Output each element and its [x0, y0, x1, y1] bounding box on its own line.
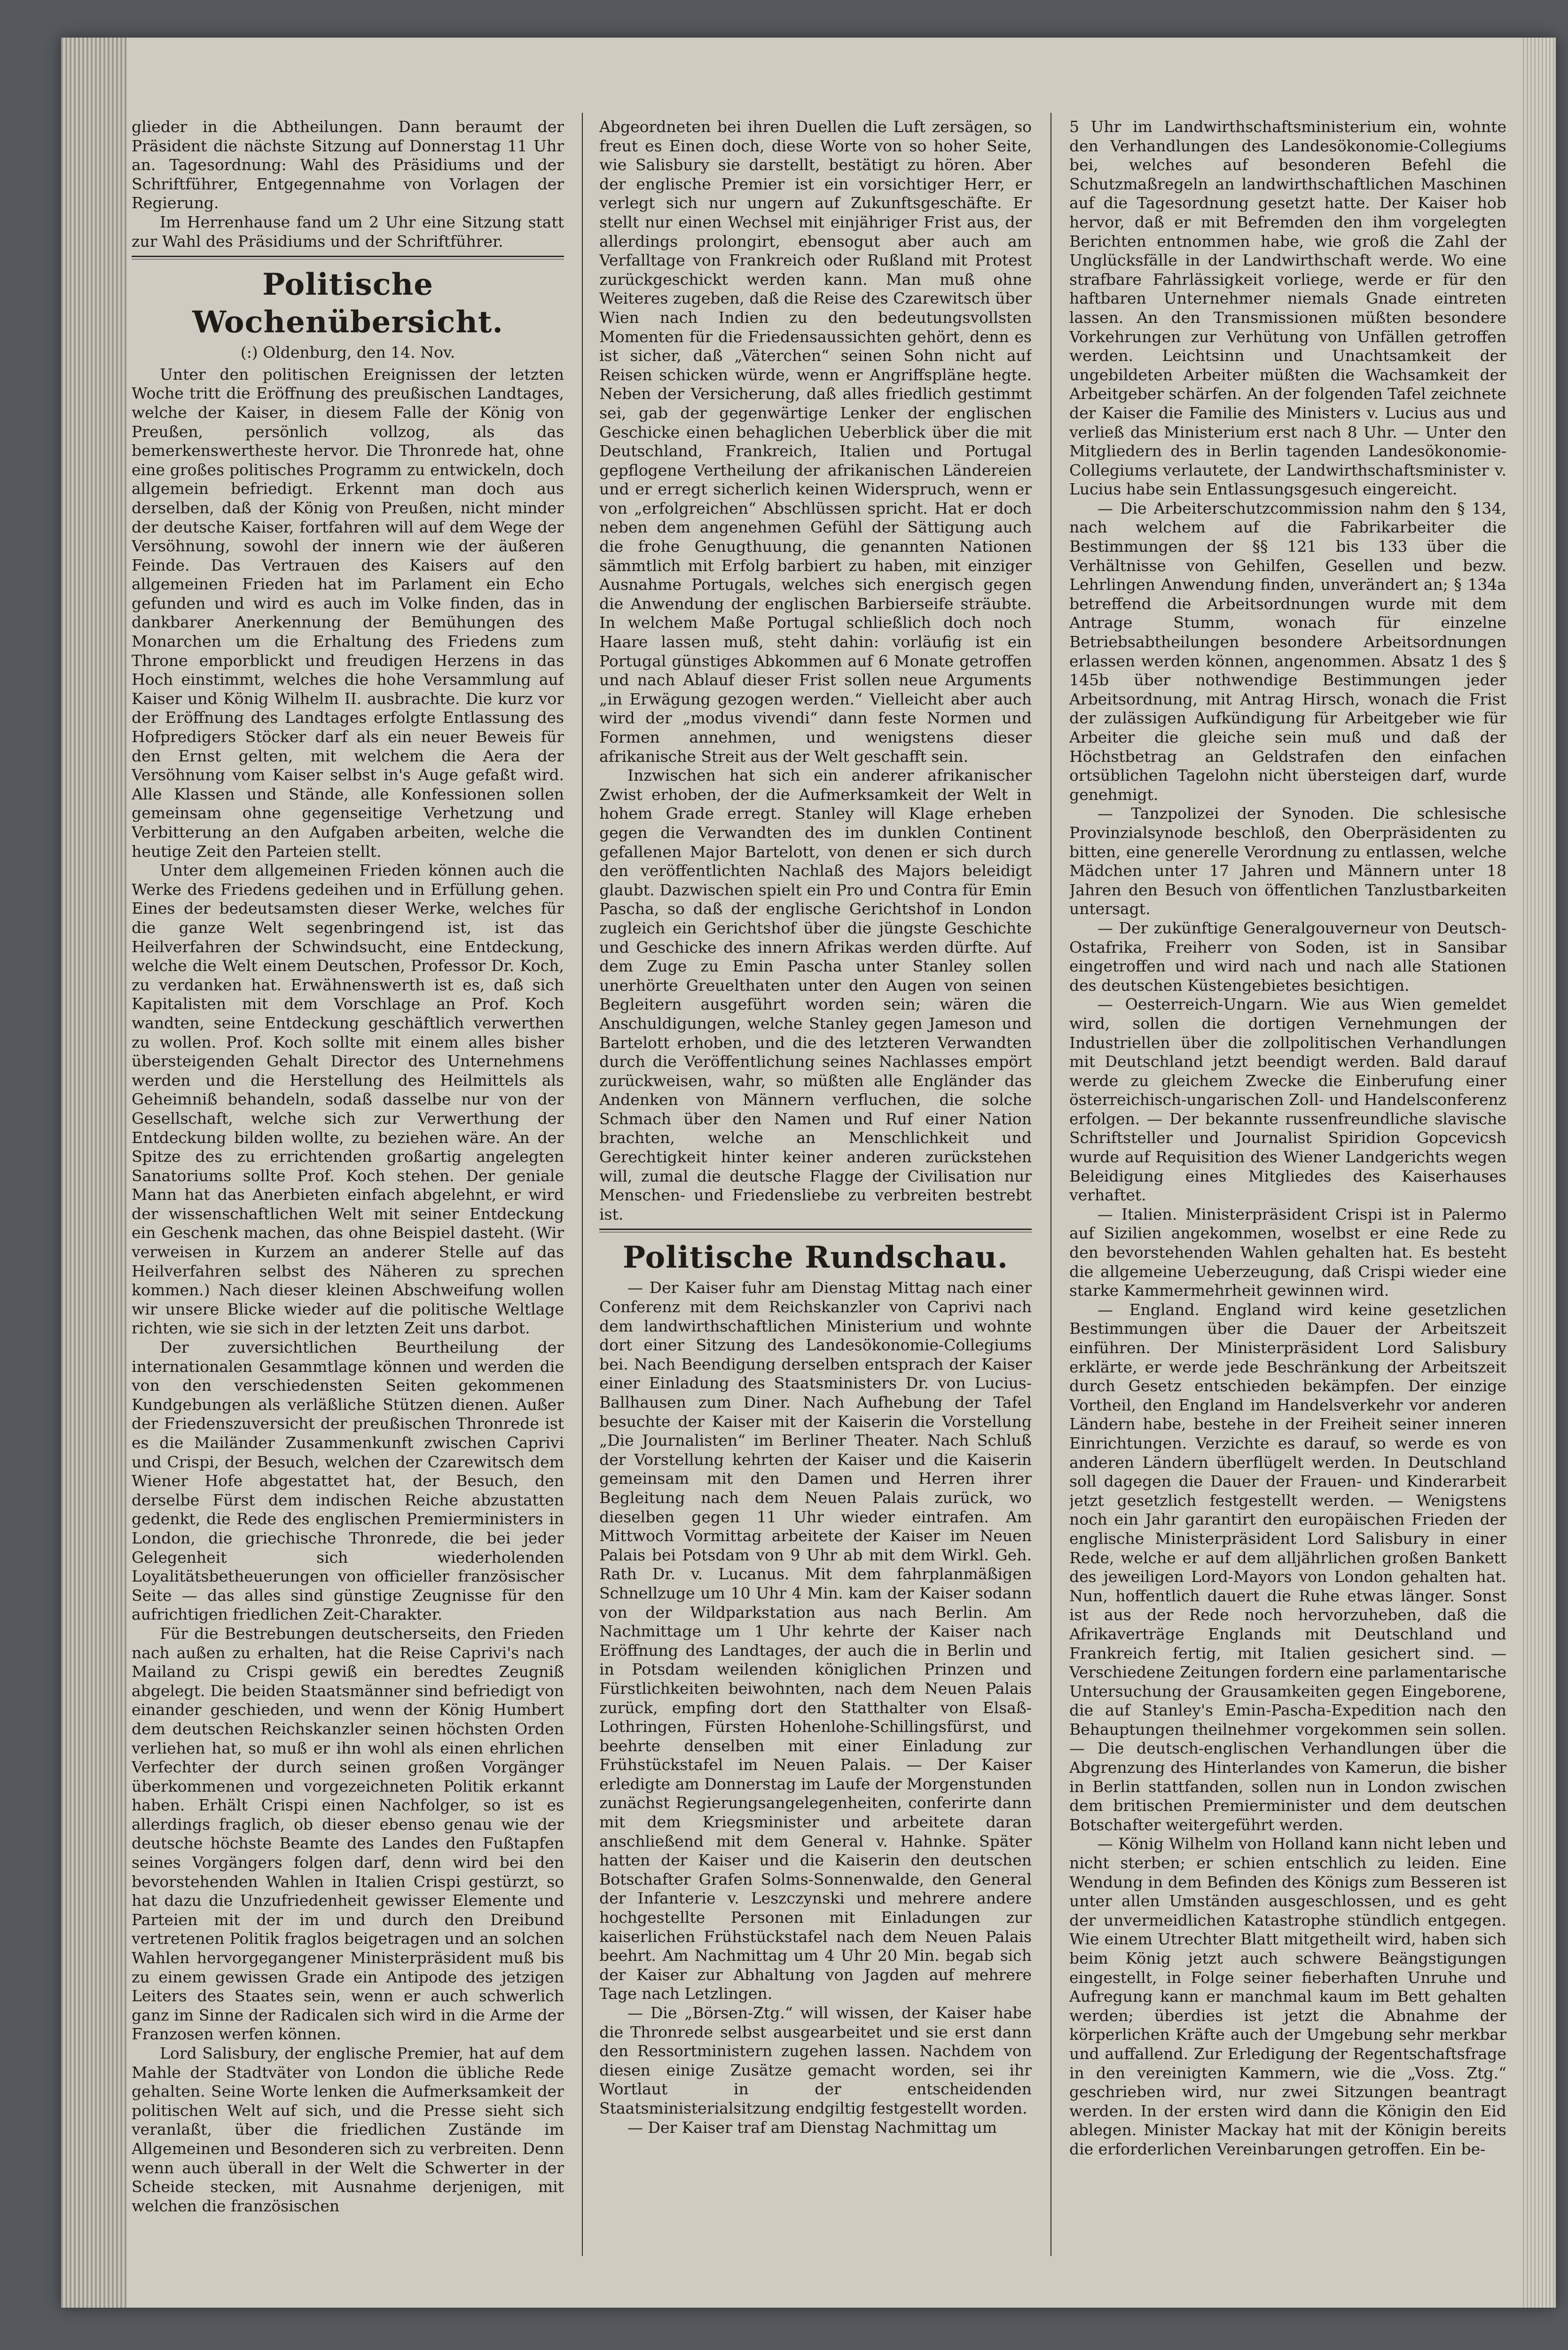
column-2	[599, 118, 1032, 2280]
paragraph: Für die Bestrebungen deutscherseits, den Frieden nach außen zu erhalten, hat die Reise Caprivi's nach Mailand zu Crispi gewiß ein beredtes Zeugniß abgelegt. Die beiden Staatsmänner sind befriedigt von einander geschieden, und wenn der König Humbert dem deutschen Reichskanzler seinen höchsten Orden verliehen hat, so muß er ihn wohl als einen ehrlichen Verfechter der durch seinen großen Vorgänger überkommenen und vorgezeichneten Politik erkannt haben. Erhält Crispi einen Nachfolger, so ist es allerdings fraglich, ob dieser ebenso genau wie der deutsche höchste Beamte des Landes den Fußtapfen seines Vorgängers folgen darf, denn wird bei den bevorstehenden Wahlen in Italien Crispi gestürzt, so hat dazu die Unzufriedenheit gewisser Elemente und Parteien mit der im und durch den Dreibund vertretenen Politik fraglos beigetragen und an solchen Wahlen hervorgegangener Ministerpräsident muß bis zu einem gewissen Grade ein Antipode des jetzigen Leiters des Staates sein, wenn er auch schwerlich ganz im Sinne der Radicalen sich wird in die Arme der Franzosen werfen können.	[132, 1624, 564, 2044]
paragraph: 5 Uhr im Landwirthschaftsministerium ein, wohnte den Verhandlungen des Landesökonomie-Collegiums bei, welches auf besonderen Befehl die Schutzmaßregeln an landwirthschaftlichen Maschinen auf die Tagesordnung gesetzt hatte. Der Kaiser hob hervor, daß er mit Befremden den ihm vorgelegten Berichten entnommen habe, wie groß die Zahl der Unglücksfälle in der Landwirthschaft werde. Wo eine strafbare Fahrlässigkeit vorliege, werde er für den haftbaren Unternehmer niemals Gnade eintreten lassen. An den Transmissionen müßten besondere Vorkehrungen zur Verhütung von Unfällen getroffen werden. Leichtsinn und Unachtsamkeit der ungebildeten Arbeiter müßten die Wachsamkeit der Arbeitgeber schärfen. An der folgenden Tafel zeichnete der Kaiser die Familie des Ministers v. Lucius aus und verließ das Ministerium erst nach 8 Uhr. — Unter den Mitgliedern des in Berlin tagenden Landesökonomie-Collegiums verlautete, der Landwirthschaftsminister v. Lucius habe sein Entlassungsgesuch eingereicht.	[1069, 118, 1506, 499]
paragraph-arbeiterschutz: — Die Arbeiterschutzcommission nahm den § 134, nach welchem auf die Fabrikarbeiter die Bestimmungen der §§ 121 bis 133 über die Verhältnisse von Gehilfen, Gesellen und bezw. Lehrlingen Anwendung finden, unverändert an; § 134a betreffend die Arbeitsordnungen wurde mit dem Antrage Stumm, wonach für einzelne Betriebsabtheilungen besondere Arbeitsordnungen erlassen werden können, angenommen. Absatz 1 des § 145b über nothwendige Bestimmungen jeder Arbeitsordnung, mit Antrag Hirsch, wonach die Frist der zulässigen Aufkündigung für Arbeitgeber wie für Arbeiter die gleiche sein muß und daß der Höchstbetrag an Geldstrafen den einfachen ortsüblichen Tagelohn nicht übersteigen darf, wurde genehmigt.	[1069, 499, 1506, 804]
paragraph: Abgeordneten bei ihren Duellen die Luft zersägen, so freut es Einen doch, diese Worte von so hoher Seite, wie Salisbury sie darstellt, bestätigt zu hören. Aber der englische Premier ist ein vorsichtiger Herr, er verlegt sich nur ungern auf Zukunftsgeschäfte. Er stellt nur einen Wechsel mit einjähriger Frist aus, der allerdings prolongirt, ebensogut aber auch am Verfalltage von Frankreich oder Rußland mit Protest zurückgeschickt werden kann. Man muß ohne Weiteres zugeben, daß die Reise des Czarewitsch über Wien nach Indien zu den bedeutungsvollsten Momenten für die Friedensaussichten gehört, denn es ist sicher, daß „Väterchen“ seinen Sohn nicht auf Reisen schicken würde, wenn er Angriffspläne hegte. Neben der Versicherung, daß alles friedlich gestimmt sei, gab der gegenwärtige Lenker der englischen Geschicke einen behaglichen Ueberblick über die mit Deutschland, Frankreich, Italien und Portugal gepflogene Vertheilung der afrikanischen Ländereien und er erregt sicherlich keinen Widerspruch, wenn er von „erfolgreichen“ Abschlüssen spricht. Hat er doch neben dem angenehmen Gefühl der Sättigung auch die frohe Genugthuung, die genannten Nationen sämmtlich mit Erfolg barbiert zu haben, mit einziger Ausnahme Portugals, welches sich energisch gegen die Anwendung der englischen Barbierseife sträubte. In welchem Maße Portugal schließlich doch noch Haare lassen muß, steht dahin: vorläufig ist ein Portugal günstiges Abkommen auf 6 Monate getroffen und nach Ablauf dieser Frist sollen neue Arguments „in Erwägung gezogen werden.“ Vielleicht aber auch wird der „modus vivendi“ dann feste Normen und Formen annehmen, und wenigstens dieser afrikanische Streit aus der Welt geschafft sein.	[599, 118, 1032, 766]
book-edge-left	[61, 38, 127, 2308]
section-heading-rundschau: Politische Rundschau.	[623, 1240, 1008, 1276]
paragraph-kaiser: — Der Kaiser fuhr am Dienstag Mittag nach einer Conferenz mit dem Reichskanzler von Caprivi nach dem landwirthschaftlichen Ministerium und wohnte dort einer Sitzung des Landesökonomie-Collegiums bei. Nach Beendigung derselben entsprach der Kaiser einer Einladung des Staatsministers Dr. von Lucius-Ballhausen zum Diner. Nach Aufhebung der Tafel besuchte der Kaiser mit der Kaiserin die Vorstellung „Die Journalisten“ im Berliner Theater. Nach Schluß der Vorstellung kehrten der Kaiser und die Kaiserin gemeinsam mit den Damen und Herren ihrer Begleitung nach dem Neuen Palais zurück, wo dieselben gegen 11 Uhr wieder eintrafen. Am Mittwoch Vormittag arbeitete der Kaiser im Neuen Palais bei Potsdam von 9 Uhr ab mit dem Wirkl. Geh. Rath Dr. v. Lucanus. Mit dem fahrplanmäßigen Schnellzuge um 10 Uhr 4 Min. kam der Kaiser sodann von der Wildparkstation aus nach Berlin. Am Nachmittage um 1 Uhr kehrte der Kaiser nach Eröffnung des Landtages, der auch die in Berlin und in Potsdam weilenden königlichen Prinzen und Fürstlichkeiten beiwohnten, nach dem Neuen Palais zurück, empfing dort den Statthalter von Elsaß-Lothringen, Fürsten Hohenlohe-Schillingsfürst, und beehrte denselben mit einer Einladung zur Frühstückstafel im Neuen Palais. — Der Kaiser erledigte am Donnerstag im Laufe der Morgenstunden zunächst Regierungsangelegenheiten, conferirte dann mit dem Kriegsminister und arbeitete daran anschließend mit dem General v. Hahnke. Später hatten der Kaiser und die Kaiserin den deutschen Botschafter Grafen Solms-Sonnenwalde, den General der Infanterie v. Leszczynski und mehrere andere hochgestellte Personen mit Einladungen zur kaiserlichen Frühstückstafel nach dem Neuen Palais beehrt. Am Nachmittag um 4 Uhr 20 Min. begab sich der Kaiser zur Abhaltung von Jagden auf mehrere Tage nach Letzlingen.	[599, 1278, 1032, 2003]
paragraph: — Der Kaiser traf am Dienstag Nachmittag um	[627, 2118, 997, 2137]
column-rule	[582, 113, 583, 2256]
paragraph: glieder in die Abtheilungen. Dann beraumt der Präsident die nächste Sitzung auf Donnerstag 11 Uhr an. Tagesordnung: Wahl des Präsidiums und der Schriftführer, Entgegennahme von Vorlagen der Regierung.	[132, 118, 564, 212]
paragraph-italien: — Italien. Ministerpräsident Crispi ist in Palermo auf Sizilien angekommen, woselbst er eine Rede zu den bevorstehenden Wahlen gehalten hat. Es besteht die allgemeine Ueberzeugung, daß Crispi wieder eine starke Kammermehrheit gewinnen wird.	[1069, 1205, 1506, 1300]
dateline: (:) Oldenburg, den 14. Nov.	[240, 343, 455, 362]
paragraph: Der zuversichtlichen Beurtheilung der internationalen Gesammtlage können und werden die von den verschiedensten Seiten gekommenen Kundgebungen als verläßliche Stützen dienen. Außer der Friedenszuversicht der preußischen Thronrede ist es die Mailänder Zusammenkunft zwischen Caprivi und Crispi, der Besuch, welchen der Czarewitsch dem Wiener Hofe abgestattet hat, der Besuch, den derselbe Fürst dem indischen Reiche abzustatten gedenkt, die Rede des englischen Premierministers in London, die griechische Thronrede, die bei jeder Gelegenheit sich wiederholenden Loyalitätsbetheuerungen von officieller französischer Seite — das alles sind günstige Zeugnisse für den aufrichtigen friedlichen Zeit-Charakter.	[132, 1338, 564, 1624]
paragraph-ostafrika: — Der zukünftige Generalgouverneur von Deutsch-Ostafrika, Freiherr von Soden, ist in Sansibar eingetroffen und wird nach und nach alle Stationen des deutschen Küstengebietes besichtigen.	[1069, 918, 1506, 995]
section-heading-wochenuebersicht: Politische Wochenübersicht.	[192, 267, 503, 340]
book-edge-right	[1523, 38, 1556, 2308]
paragraph: Lord Salisbury, der englische Premier, hat auf dem Mahle der Stadtväter von London die übliche Rede gehalten. Seine Worte lenken die Aufmerksamkeit der politischen Welt auf sich, und die Presse sieht sich veranlaßt, über die friedlichen Zustände im Allgemeinen und Besonderen sich zu verbreiten. Denn wenn auch überall in der Welt die Schwerter in der Scheide stecken, mit Ausnahme derjenigen, mit welchen die französischen	[132, 2044, 564, 2215]
paragraph: Inzwischen hat sich ein anderer afrikanischer Zwist erhoben, der die Aufmerksamkeit der Welt in hohem Grade erregt. Stanley will Klage erheben gegen die Verwandten des im dunklen Continent gefallenen Major Bartelott, von denen er sich durch den veröffentlichten Nachlaß des Majors beleidigt glaubt. Dazwischen spielt ein Pro und Contra für Emin Pascha, so daß der englische Gerichtshof in London zugleich ein Gerichtshof über die jüngste Geschichte und Geschicke des innern Afrikas werden dürfte. Auf dem Zuge zu Emin Pascha unter Stanley sollen unerhörte Greuelthaten unter den Augen von seinen Begleitern ausgeführt worden sein; wären die Anschuldigungen, welche Stanley gegen Jameson und Bartelott erhoben, und die des letzteren Verwandten durch die Veröffentlichung seines Nachlasses empört zurückweisen, wahr, so müßten alle Engländer das Andenken von Männern verfluchen, die solche Schmach über den Namen und Ruf einer Nation brachten, welche an Menschlichkeit und Gerechtigkeit hinter keiner anderen zurückstehen will, zumal die deutsche Flagge der Civilisation nur Menschen- und Friedensliebe zu verbreiten bestrebt ist.	[599, 766, 1032, 1223]
section-divider	[132, 256, 564, 259]
paragraph-herrenhaus: Im Herrenhause fand um 2 Uhr eine Sitzung statt zur Wahl des Präsidiums und der Schriftführer.	[132, 212, 564, 251]
paragraph-holland: — König Wilhelm von Holland kann nicht leben und nicht sterben; er schien entschlich zu leiden. Eine Wendung in dem Befinden des Königs zum Besseren ist unter allen Umständen ausgeschlossen, und es geht der unvermeidlichen Katastrophe stündlich entgegen. Wie einem Utrechter Blatt mitgetheilt wird, haben sich beim König jetzt auch schwere Beängstigungen eingestellt, in Folge seiner fieberhaften Unruhe und Aufregung kann er manchmal kaum im Bett gehalten werden; überdies ist jetzt die Abnahme der körperlichen Kräfte auch der Umgebung sehr merkbar und auffallend. Zur Erledigung der Regentschaftsfrage in den vereinigten Kammern, wie die „Voss. Ztg.“ geschrieben wird, nur zwei Sitzungen beantragt werden. In der ersten wird dann die Königin den Eid ablegen. Minister Mackay hat mit der Königin bereits die erforderlichen Vereinbarungen getroffen. Ein be-	[1069, 1834, 1506, 2158]
paragraph-oesterreich: — Oesterreich-Ungarn. Wie aus Wien gemeldet wird, sollen die dortigen Vernehmungen der Industriellen über die zollpolitischen Verhandlungen mit Deutschland jetzt beendigt werden. Bald darauf werde zu gleichem Zwecke die Einberufung einer österreichisch-ungarischen Zoll- und Handelsconferenz erfolgen. — Der bekannte russenfreundliche slavische Schriftsteller und Journalist Spiridion Gopcevicsh wurde auf Requisition des Wiener Landgerichts wegen Beleidigung eines Mitgliedes des Kaiserhauses verhaftet.	[1069, 995, 1506, 1205]
newspaper-page	[61, 38, 1556, 2308]
paragraph-england: — England. England wird keine gesetzlichen Bestimmungen über die Dauer der Arbeitszeit einführen. Der Ministerpräsident Lord Salisbury erklärte, er werde jede Beschränkung der Arbeitszeit durch Gesetz entschieden bekämpfen. Der einzige Vortheil, den England im Handelsverkehr vor anderen Ländern habe, bestehe in der Freiheit seiner inneren Einrichtungen. Verzichte es darauf, so werde es von anderen Ländern überflügelt werden. In Deutschland soll dagegen die Dauer der Frauen- und Kinderarbeit jetzt gesetzlich festgestellt werden. — Wenigstens noch ein Jahr garantirt den europäischen Frieden der englische Ministerpräsident Lord Salisbury in einer Rede, welche er auf dem alljährlichen großen Bankett des jeweiligen Lord-Mayors von London gehalten hat. Nun, hoffentlich dauert die Ruhe etwas länger. Sonst ist aus der Rede noch hervorzuheben, daß die Afrikaverträge Englands mit Deutschland und Frankreich fertig, mit Italien gesichert sind. — Verschiedene Zeitungen fordern eine parlamentarische Untersuchung der Grausamkeiten gegen Eingeborene, die auf Stanley's Emin-Pascha-Expedition nach den Behauptungen theilnehmer vorgekommen sein sollen. — Die deutsch-englischen Verhandlungen über die Abgrenzung des Hinterlandes von Kamerun, die bisher in Berlin stattfanden, sollen nun in London zwischen dem britischen Premierminister und dem deutschen Botschafter weitergeführt werden.	[1069, 1300, 1506, 1834]
section-divider	[599, 1229, 1032, 1232]
paragraph-thronrede: — Die „Börsen-Ztg.“ will wissen, der Kaiser habe die Thronrede selbst ausgearbeitet und sie erst dann den Ressortministern zugehen lassen. Nachdem von diesen einige Zusätze gemacht worden, sei ihr Wortlaut in der entscheidenden Staatsministerialsitzung endgiltig festgestellt worden.	[599, 2004, 1032, 2117]
paragraph: Unter dem allgemeinen Frieden können auch die Werke des Friedens gedeihen und in Erfüllung gehen. Eines der bedeutsamsten dieser Werke, welches für die ganze Welt segenbringend ist, ist das Heilverfahren der Schwindsucht, eine Entdeckung, welche die Welt einem Deutschen, Professor Dr. Koch, zu verdanken hat. Erwähnenswerth ist es, daß sich Kapitalisten mit dem Vorschlage an Prof. Koch wandten, seine Entdeckung geschäftlich verwerthen zu wollen. Prof. Koch sollte mit einem alles bisher übersteigenden Gehalt Director des Unternehmens werden und die Herstellung des Heilmittels als Geheimniß behandeln, sodaß dasselbe nur von der Gesellschaft, welche sich zur Verwerthung der Entdeckung bilden wollte, zu beziehen wäre. An der Spitze des zu errichtenden großartig angelegten Sanatoriums sollte Prof. Koch stehen. Der geniale Mann hat das Anerbieten einfach abgelehnt, er wird der wissenschaftlichen Welt mit seiner Entdeckung ein Geschenk machen, das ohne Beispiel dasteht. (Wir verweisen in Kurzem an anderer Stelle auf das Heilverfahren selbst des Näheren zu sprechen kommen.) Nach dieser kleinen Abschweifung wollen wir unsere Blicke wieder auf die politische Weltlage richten, wie sie sich in der letzten Zeit uns darbot.	[132, 861, 564, 1338]
column-1	[132, 118, 564, 2280]
paragraph: Unter den politischen Ereignissen der letzten Woche tritt die Eröffnung des preußischen Landtages, welche der Kaiser, in diesem Falle der König von Preußen, persönlich vollzog, als das bemerkenswertheste hervor. Die Thronrede hat, ohne eine großes politisches Programm zu entwickeln, doch allgemein befriedigt. Erkennt man doch aus derselben, daß der König von Preußen, nicht minder der deutsche Kaiser, fortfahren will auf dem Wege der Versöhnung, sowohl der innern wie der äußeren Feinde. Das Vertrauen des Kaisers auf den allgemeinen Frieden hat im Parlament ein Echo gefunden und wird es auch im Volke finden, das in dankbarer Anerkennung der Bemühungen des Monarchen um die Erhaltung des Friedens zum Throne emporblickt und freudigen Herzens in das Hoch einstimmt, welches die hohe Versammlung auf Kaiser und König Wilhelm II. ausbrachte. Die kurz vor der Eröffnung des Landtages erfolgte Entlassung des Hofpredigers Stöcker darf als ein neuer Beweis für den Ernst gelten, mit welchem die Aera der Versöhnung vom Kaiser selbst in's Auge gefaßt wird. Alle Klassen und Stände, alle Konfessionen sollen gemeinsam ohne gegenseitige Verhetzung und Verbitterung an den Aufgaben arbeiten, welche die heutige Zeit den Parteien stellt.	[132, 365, 564, 861]
paragraph-tanzpolizei: — Tanzpolizei der Synoden. Die schlesische Provinzialsynode beschloß, den Oberpräsidenten zu bitten, eine generelle Verordnung zu entlassen, welche Mädchen unter 17 Jahren und Männern unter 18 Jahren den Besuch von öffentlichen Tanzlustbarkeiten untersagt.	[1069, 804, 1506, 918]
column-3	[1069, 118, 1506, 2280]
